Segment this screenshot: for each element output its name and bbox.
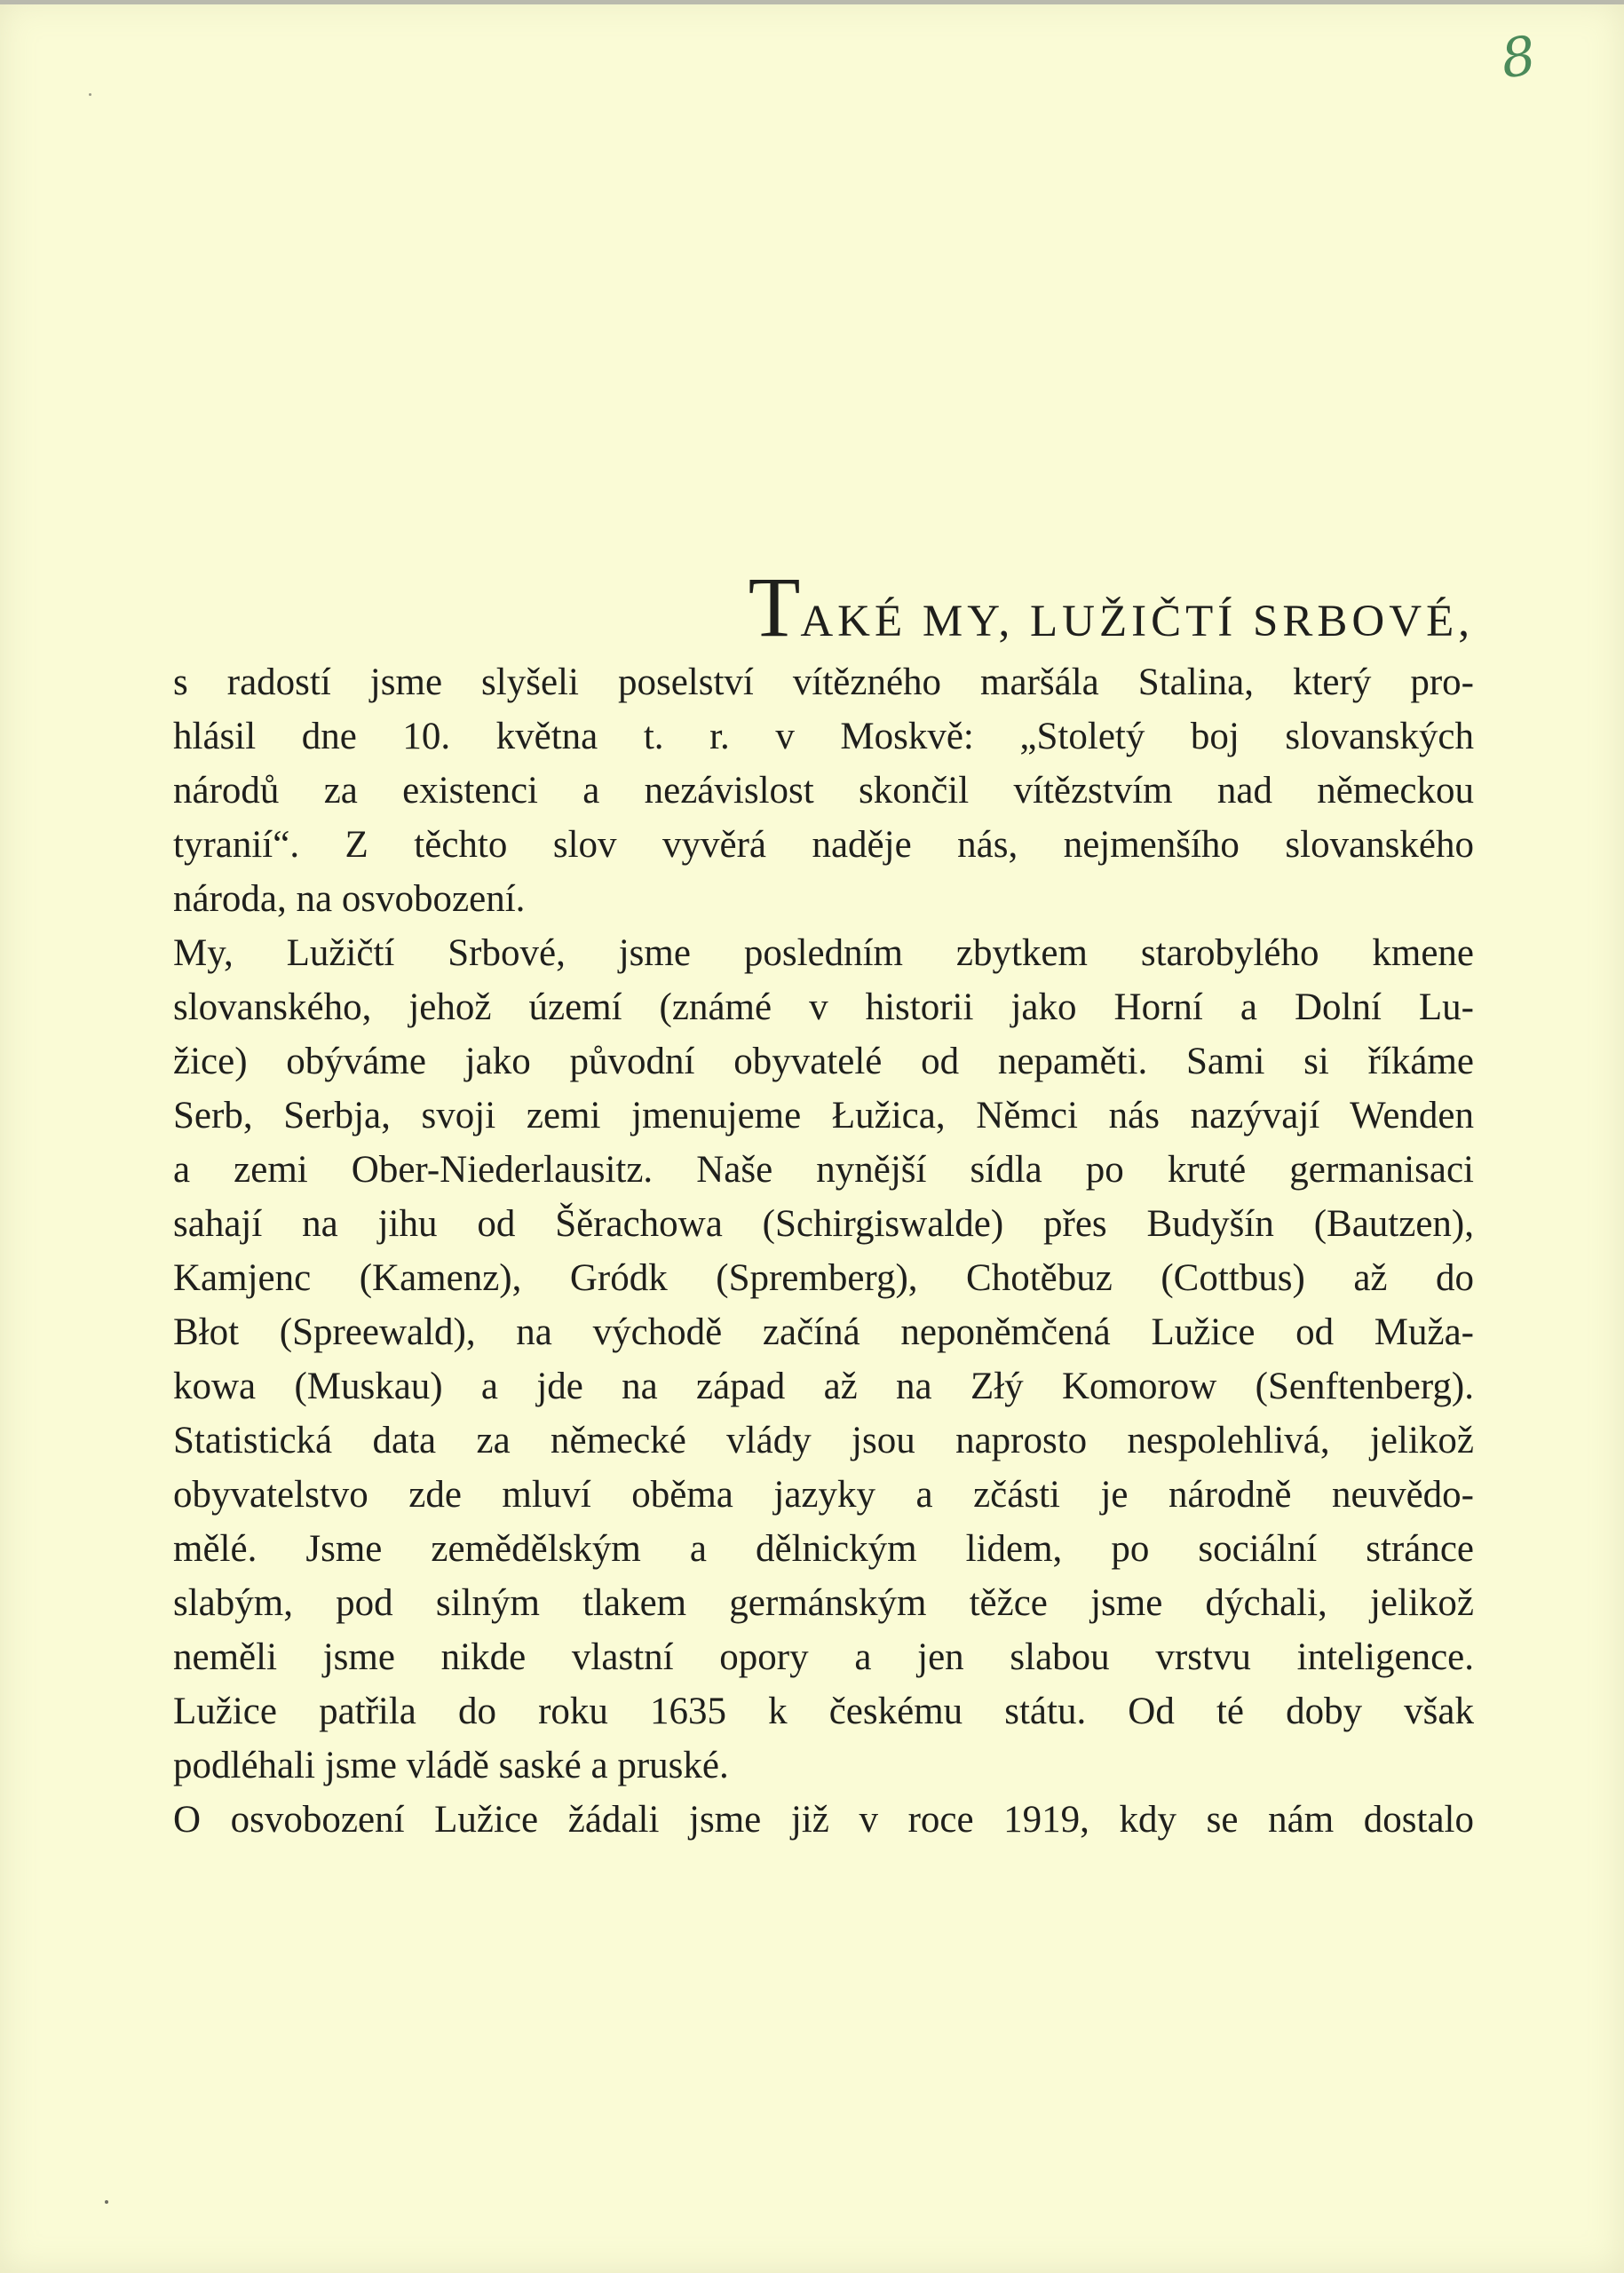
page-top-edge (0, 0, 1624, 4)
heading (173, 558, 1474, 656)
text-line: Kamjenc (Kamenz), Gródk (Spremberg), Chotěbuz (Cottbus) až do (173, 1257, 1474, 1299)
text-line: slabým, pod silným tlakem germánským těžce jsme dýchali, jelikož (173, 1582, 1474, 1624)
text-line: kowa (Muskau) a jde na západ až na Złý Komorow (Senftenberg). (173, 1366, 1474, 1407)
text-line: národa, na osvobození. (173, 878, 526, 920)
text-line: žice) obýváme jako původní obyvatelé od nepaměti. Sami si říkáme (173, 1041, 1474, 1082)
text-line: a zemi Ober-Niederlausitz. Naše nynější sídla po kruté germanisaci (173, 1149, 1474, 1191)
text-line: Serb, Serbja, svoji zemi jmenujeme Łužica, Němci nás nazývají Wenden (173, 1095, 1474, 1136)
text-line: národů za existenci a nezávislost skončil vítězstvím nad německou (173, 770, 1474, 812)
text-line: Statistická data za německé vlády jsou naprosto nespolehlivá, jelikož (173, 1420, 1474, 1461)
text-line: hlásil dne 10. května t. r. v Moskvě: „Stoletý boj slovanských (173, 716, 1474, 757)
text-line: O osvobození Lužice žádali jsme již v roce 1919, kdy se nám dostalo (173, 1799, 1474, 1841)
text-line: neměli jsme nikde vlastní opory a jen slabou vrstvu inteligence. (173, 1636, 1474, 1678)
text-line: My, Lužičtí Srbové, jsme posledním zbytkem starobylého kmene (173, 932, 1474, 974)
text-line: slovanského, jehož území (známé v historii jako Horní a Dolní Lu- (173, 986, 1474, 1028)
heading-initial: T (748, 559, 801, 654)
text-line: Lužice patřila do roku 1635 k českému státu. Od té doby však (173, 1691, 1474, 1732)
text-line: s radostí jsme slyšeli poselství vítězného maršála Stalina, který pro- (173, 661, 1474, 703)
paper-speck (105, 2200, 108, 2204)
text-line: sahají na jihu od Šěrachowa (Schirgiswalde) přes Budyšín (Bautzen), (173, 1203, 1474, 1245)
text-line: tyranií“. Z těchto slov vyvěrá naděje nás, nejmenšího slovanského (173, 824, 1474, 866)
text-line: Błot (Spreewald), na východě začíná neponěmčená Lužice od Muža- (173, 1311, 1474, 1353)
handwritten-page-number: 8 (1497, 24, 1540, 91)
heading-rest: AKÉ MY, LUŽIČTÍ SRBOVÉ, (800, 597, 1474, 646)
paper-speck (89, 93, 91, 96)
text-line: obyvatelstvo zde mluví oběma jazyky a zčásti je národně neuvědo- (173, 1474, 1474, 1516)
text-line: mělé. Jsme zemědělským a dělnickým lidem, po sociální stránce (173, 1528, 1474, 1570)
body-text (173, 655, 1474, 1847)
text-line: podléhali jsme vládě saské a pruské. (173, 1745, 729, 1786)
